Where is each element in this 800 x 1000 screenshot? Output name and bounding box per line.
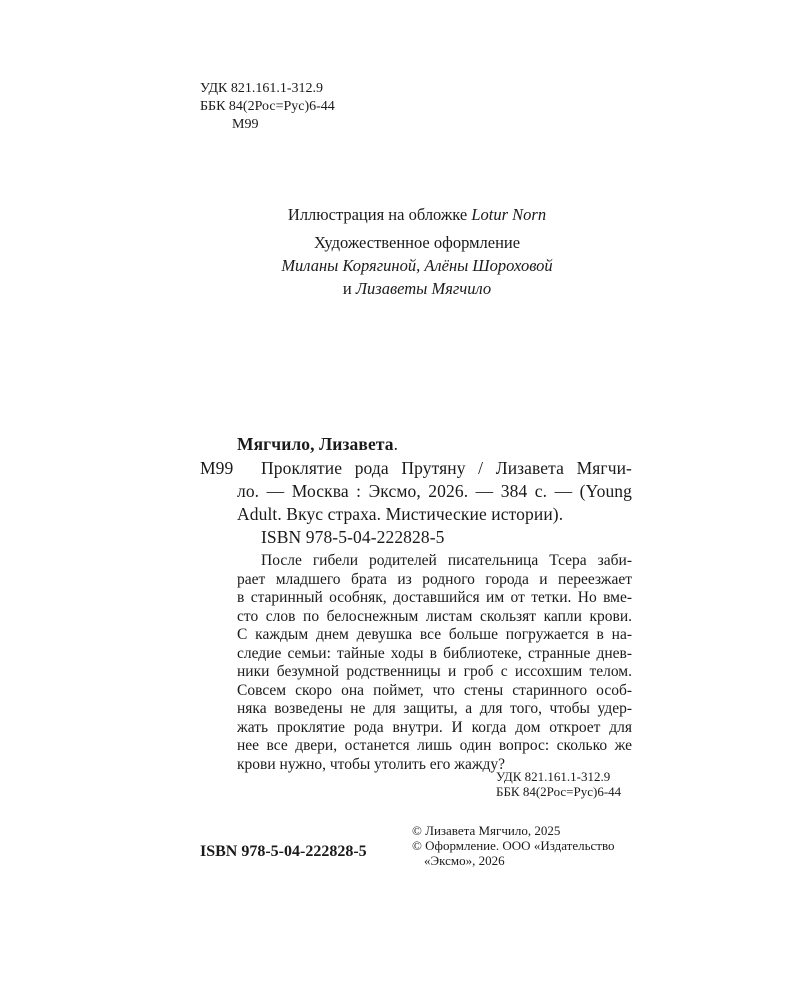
- design-conjunction: и: [342, 279, 352, 298]
- copyright-line: © Лизавета Мягчило, 2025: [412, 823, 561, 838]
- annotation-line: крови нужно, чтобы утолить его жажду?: [237, 755, 506, 773]
- footer-isbn: ISBN 978-5-04-222828-5: [200, 843, 367, 860]
- description-line: ло. — Москва : Эксмо, 2026. — 384 с. — (Young: [237, 481, 632, 501]
- annotation-line: в старинный особняк, доставшийся им от тетки. Но вме-: [237, 589, 632, 606]
- bibliographic-code: М99: [200, 458, 234, 478]
- bbk-code: ББК 84(2Рос=Рус)6-44: [200, 99, 335, 114]
- annotation-line: Совсем скоро она поймет, что стены старинного особ-: [237, 681, 632, 699]
- author-heading-name: Мягчило, Лизавета: [237, 434, 394, 454]
- illustration-label: Иллюстрация на обложке: [287, 205, 468, 224]
- bbk-repeat: ББК 84(2Рос=Рус)6-44: [496, 784, 622, 799]
- copyright-line: «Эксмо», 2026: [424, 853, 505, 868]
- design-label: Художественное оформление: [313, 233, 521, 252]
- author-heading-period: .: [393, 434, 399, 454]
- annotation-line: сто слов по белоснежным листам скользят капли крови.: [237, 607, 632, 625]
- design-names-line2: Лизаветы Мягчило: [355, 279, 492, 298]
- design-names-line1: Миланы Корягиной, Алёны Шороховой: [281, 256, 553, 275]
- annotation-line: рает младшего брата из родного города и переезжает: [237, 570, 632, 588]
- annotation-line: ники безумной родственницы и гроб с иссохшим телом.: [237, 663, 632, 680]
- udk-repeat: УДК 821.161.1-312.9: [496, 769, 611, 784]
- annotation-line: няка возведены не для защиты, а для того, чтобы удер-: [237, 700, 632, 717]
- annotation-line: После гибели родителей писательница Тсера заби-: [261, 552, 632, 569]
- copyright-line: © Оформление. ООО «Издательство: [412, 838, 615, 853]
- annotation-line: нее все двери, останется лишь один вопрос: сколько же: [237, 737, 632, 754]
- annotation-line: жать проклятие рода внутри. И когда дом откроет для: [237, 718, 632, 736]
- description-continuation: [237, 480, 632, 526]
- illustration-artist: Lotur Norn: [471, 205, 547, 224]
- description-line: Adult. Вкус страха. Мистические истории).: [237, 504, 564, 524]
- author-mark: М99: [232, 117, 259, 132]
- description-line: Проклятие рода Прутяну / Лизавета Мягчи-: [261, 458, 632, 478]
- design-names-line2-wrap: [0, 279, 800, 299]
- annotation: [237, 552, 632, 774]
- illustration-credit: [0, 205, 800, 225]
- author-heading: [237, 433, 398, 456]
- bibliographic-isbn: ISBN 978-5-04-222828-5: [261, 527, 445, 547]
- description-first-line-wrap: [261, 457, 632, 480]
- udk-code: УДК 821.161.1-312.9: [200, 81, 324, 96]
- annotation-line: следие семьи: тайные ходы в библиотеке, странные днев-: [237, 644, 632, 662]
- annotation-line: С каждым днем девушка все больше погружается в на-: [237, 626, 632, 643]
